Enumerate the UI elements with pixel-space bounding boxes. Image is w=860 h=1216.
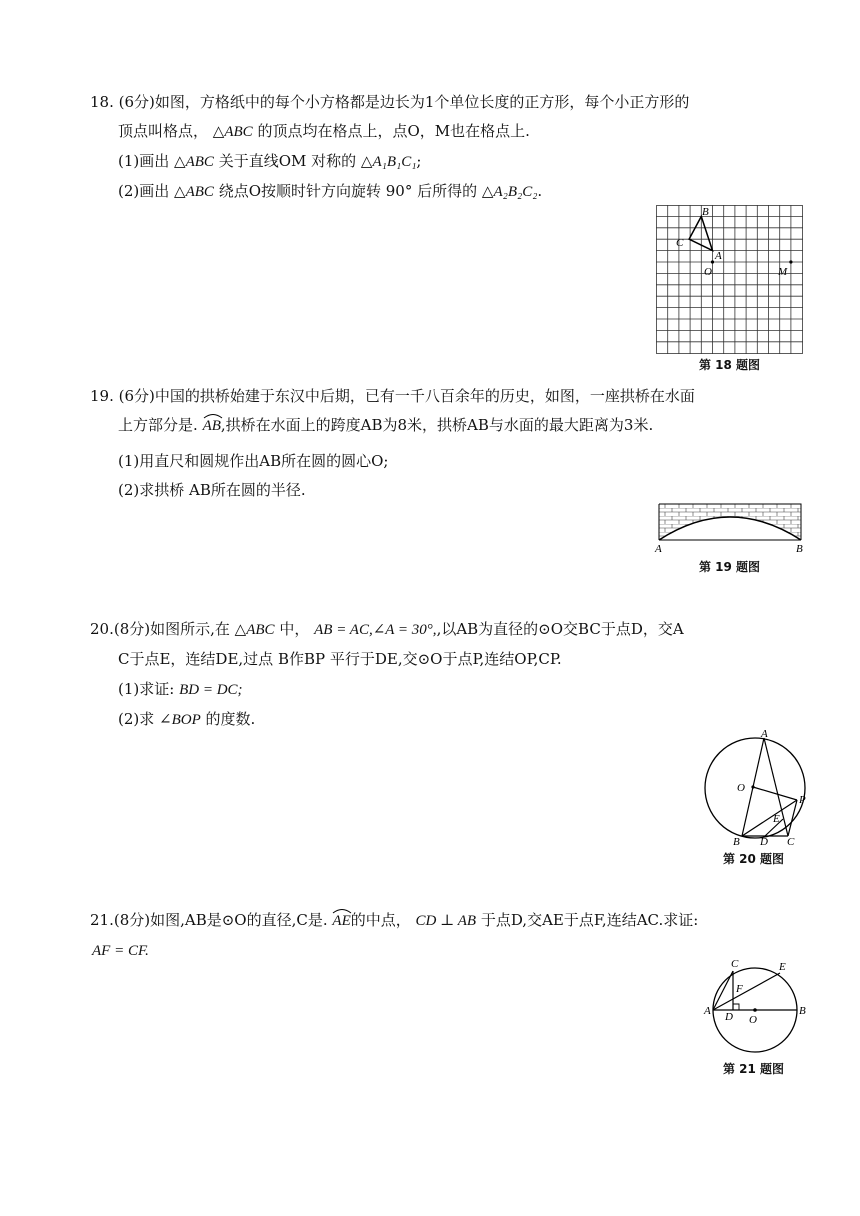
q18-grid-figure xyxy=(656,205,804,355)
label-d: D xyxy=(760,836,768,848)
label-m: M xyxy=(778,266,788,278)
arc-mark-icon xyxy=(332,908,352,914)
arc-mark-icon xyxy=(203,413,223,419)
right-angle-mark xyxy=(733,1004,739,1010)
q18-part2: (2)画出 △ABC 绕点O按顺时针方向旋转 90° 后所得的 △A₂B₂C₂. xyxy=(118,182,543,200)
q18-part1: (1)画出 △ABC 关于直线OM 对称的 △A₁B₁C₁; xyxy=(118,152,422,170)
label-d: D xyxy=(725,1011,733,1023)
q21-circle-svg xyxy=(700,958,812,1058)
q21-text: (8分)如图,AB是⊙O的直径,C是. xyxy=(113,911,328,929)
q18-grid-svg xyxy=(656,205,804,355)
q19-bridge-svg xyxy=(654,500,806,556)
label-c: C xyxy=(676,237,684,249)
label-o: O xyxy=(704,266,712,278)
label-f: F xyxy=(736,983,743,995)
q21-line2: AF = CF. xyxy=(92,943,149,959)
q20-line2: C于点E，连结DE,过点 B作BP 平行于DE,交⊙O于点P,连结OP,CP. xyxy=(118,650,562,668)
label-b: B xyxy=(799,1005,806,1017)
brick-wall xyxy=(659,504,801,540)
q20-figure-caption: 第 20 题图 xyxy=(723,852,785,866)
q18-line1 xyxy=(90,92,689,112)
label-e: E xyxy=(773,813,780,825)
arc-ab: AB xyxy=(203,416,221,436)
label-a: A xyxy=(704,1005,711,1017)
q19-line2: 上方部分是. AB,拱桥在水面上的跨度AB为8米，拱桥AB与水面的最大距离为3米. xyxy=(118,415,653,436)
label-b: B xyxy=(733,836,740,848)
label-a: A xyxy=(655,543,662,555)
label-o: O xyxy=(737,782,745,794)
q20-part1: (1)求证: BD = DC; xyxy=(118,680,243,698)
label-a: A xyxy=(715,250,722,262)
q21-circle-figure xyxy=(700,958,812,1058)
q19-figure-caption: 第 19 题图 xyxy=(699,560,761,574)
q21-number: 21. xyxy=(90,911,114,929)
label-a: A xyxy=(761,728,768,740)
q21-line1: 21.(8分)如图,AB是⊙O的直径,C是. AE的中点， CD ⊥ AB 于点D,交AE于点F,连结AC.求证: xyxy=(90,910,698,931)
q18-text: (6分)如图，方格纸中的每个小方格都是边长为1个单位长度的正方形，每个小正方形的 xyxy=(118,93,690,111)
segment-op xyxy=(753,787,797,800)
q19-number: 19. xyxy=(90,387,114,405)
q20-line1: 20.(8分)如图所示,在 △ABC 中， AB = AC,∠A = 30°,,以AB为直径的⊙O交BC于点D，交A xyxy=(90,620,684,638)
label-o: O xyxy=(749,1014,757,1026)
point-o xyxy=(711,260,714,263)
q20-circle-svg xyxy=(700,728,812,848)
q20-circle-figure xyxy=(700,728,812,848)
q21-figure-caption: 第 21 题图 xyxy=(723,1062,785,1076)
grid-lines xyxy=(656,205,803,354)
label-e: E xyxy=(779,961,786,973)
q19-part1: (1)用直尺和圆规作出AB所在圆的圆心O; xyxy=(118,452,389,470)
q18-number: 18. xyxy=(90,93,114,111)
arc-ae: AE xyxy=(332,911,350,931)
q19-line1 xyxy=(90,386,695,406)
label-b: B xyxy=(796,543,803,555)
point-m xyxy=(789,260,792,263)
center-o xyxy=(753,1008,757,1012)
label-p: P xyxy=(799,794,806,806)
q18-figure-caption: 第 18 题图 xyxy=(699,358,761,372)
label-b: B xyxy=(702,206,709,218)
triangle-abc xyxy=(689,216,712,250)
label-c: C xyxy=(731,958,739,970)
q18-line2: 顶点叫格点， △ABC 的顶点均在格点上，点O，M也在格点上. xyxy=(118,122,530,140)
center-o xyxy=(751,785,754,788)
q19-part2: (2)求拱桥 AB所在圆的半径. xyxy=(118,481,306,499)
q20-number: 20. xyxy=(90,620,114,638)
label-c: C xyxy=(787,836,795,848)
q20-text: (8分)如图所示,在 xyxy=(113,620,230,638)
q19-text: (6分)中国的拱桥始建于东汉中后期，已有一千八百余年的历史，如图，一座拱桥在水面 xyxy=(118,387,695,405)
q20-part2: (2)求 ∠BOP 的度数. xyxy=(118,710,256,728)
q19-bridge-figure xyxy=(654,500,806,556)
